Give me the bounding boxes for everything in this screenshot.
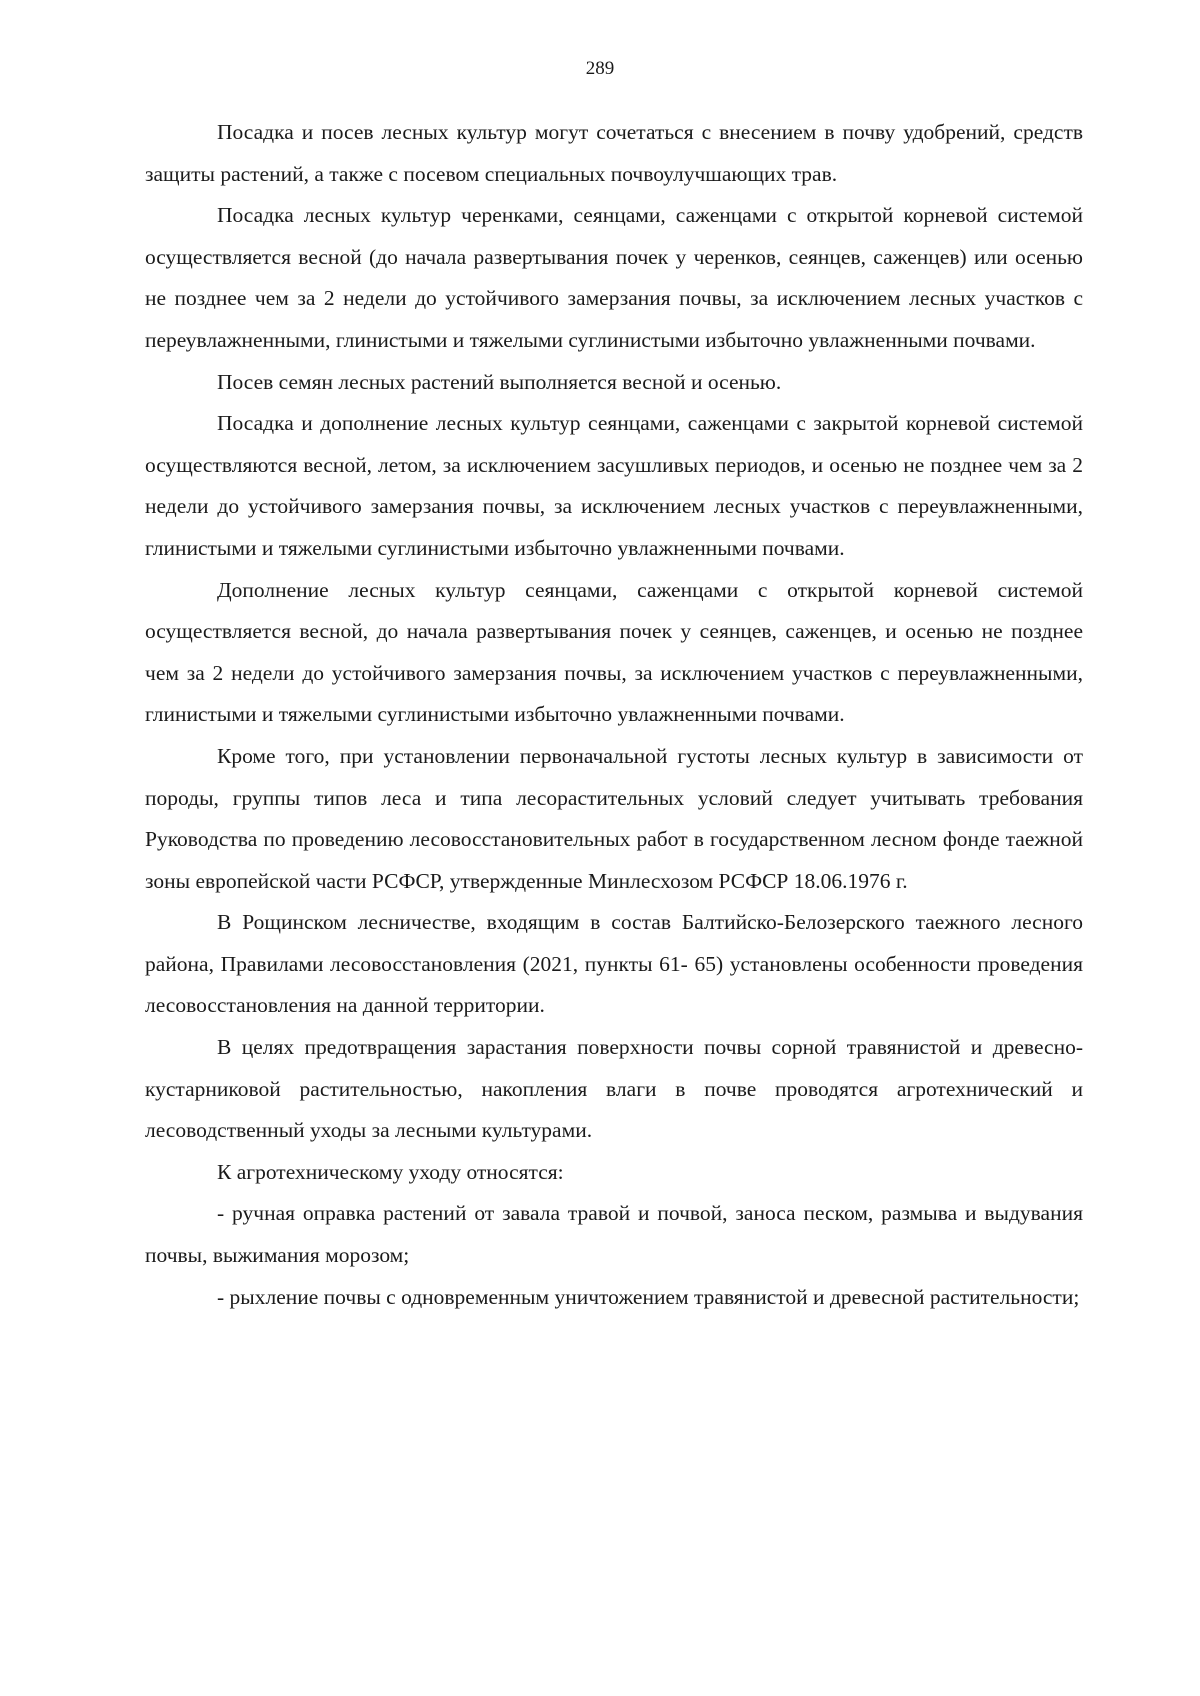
paragraph: Посадка лесных культур черенками, сеянцами, саженцами с открытой корневой системой осуществляется весной (до начала развертывания почек у черенков, сеянцев, саженцев) или осенью не позднее чем за 2 недели до устойчивого замерзания почвы, за исключением лесных участков с переувлажненными, глинистыми и тяжелыми суглинистыми избыточно увлажненными почвами. bbox=[145, 203, 1083, 352]
paragraph: В Рощинском лесничестве, входящим в состав Балтийско-Белозерского таежного лесного района, Правилами лесовосстановления (2021, пункты 61- 65) установлены особенности проведения лесовосстановления на данной территории. bbox=[145, 910, 1083, 1018]
paragraph: Посадка и посев лесных культур могут сочетаться с внесением в почву удобрений, средств защиты растений, а также с посевом специальных почвоулучшающих трав. bbox=[145, 120, 1083, 186]
list-item: - ручная оправка растений от завала травой и почвой, заноса песком, размыва и выдувания почвы, выжимания морозом; bbox=[145, 1201, 1083, 1268]
paragraph: Дополнение лесных культур сеянцами, саженцами с открытой корневой системой осуществляется весной, до начала развертывания почек у сеянцев, саженцев, и осенью не позднее чем за 2 недели до устойчивого замерзания почвы, за исключением участков с переувлажненными, глинистыми и тяжелыми суглинистыми избыточно увлажненными почвами. bbox=[145, 577, 1083, 727]
list-item: - рыхление почвы с одновременным уничтожением травянистой и древесной растительности; bbox=[217, 1284, 1080, 1309]
paragraph: В целях предотвращения зарастания поверхности почвы сорной травянистой и древесно-кустарниковой растительностью, накопления влаги в почве проводятся агротехнический и лесоводственный уходы за лесными культурами. bbox=[145, 1035, 1083, 1143]
paragraph: Посадка и дополнение лесных культур сеянцами, саженцами с закрытой корневой системой осуществляются весной, летом, за исключением засушливых периодов, и осенью не позднее чем за 2 недели до устойчивого замерзания почвы, за исключением лесных участков с переувлажненными, глинистыми и тяжелыми суглинистыми избыточно увлажненными почвами. bbox=[145, 411, 1083, 560]
paragraph: К агротехническому уходу относятся: bbox=[217, 1159, 564, 1184]
paragraph: Кроме того, при установлении первоначальной густоты лесных культур в зависимости от породы, группы типов леса и типа лесорастительных условий следует учитывать требования Руководства по проведению лесовосстановительных работ в государственном лесном фонде таежной зоны европейской части РСФСР, утвержденные Минлесхозом РСФСР 18.06.1976 г. bbox=[145, 743, 1083, 893]
text-body bbox=[145, 112, 1083, 1318]
page-number: 289 bbox=[585, 58, 615, 79]
paragraph: Посев семян лесных растений выполняется весной и осенью. bbox=[217, 369, 782, 394]
